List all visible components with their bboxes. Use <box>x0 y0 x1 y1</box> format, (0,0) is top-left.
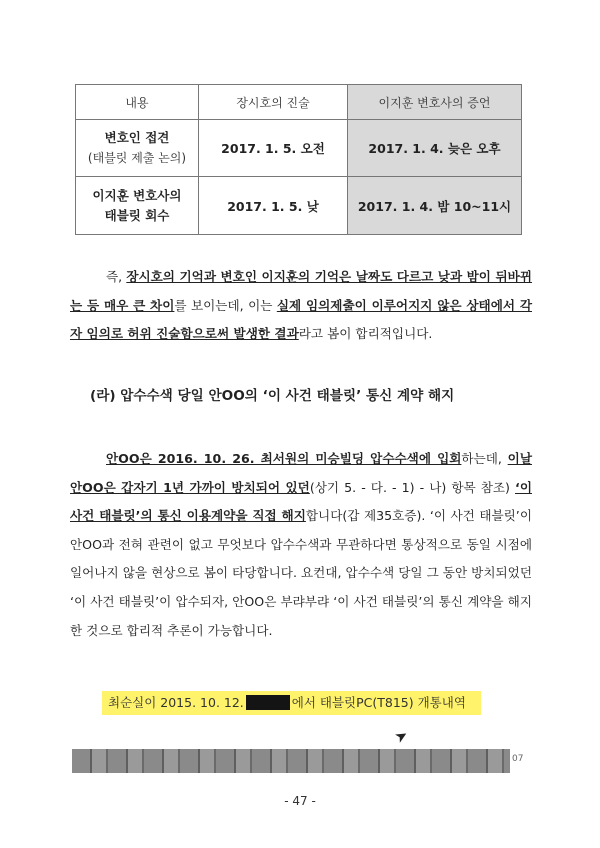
redaction-box <box>246 695 290 710</box>
header-jang-statement: 장시호의 진술 <box>199 85 348 120</box>
header-content: 내용 <box>76 85 199 120</box>
paragraph-memory-discrepancy: 즉, 장시호의 기억과 변호인 이지훈의 기억은 날짜도 다르고 낮과 밤이 뒤바뀌는 등 매우 큰 차이를 보이는데, 이는 실제 임의제출이 이루어지지 않은 상태에서 각자 임의로 허위 진술함으로써 발생한 결과라고 봄이 합리적입니다. <box>70 269 532 341</box>
emphasis-contract-cancel: ‘이 사건 태블릿’의 통신 이용계약을 직접 해지 <box>70 479 532 524</box>
jang-value: 2017. 1. 5. 낮 <box>199 177 348 235</box>
table-row <box>76 177 522 235</box>
record-screenshot-strip <box>72 749 510 773</box>
jang-value: 2017. 1. 5. 오전 <box>199 120 348 177</box>
header-lee-testimony: 이지훈 변호사의 증언 <box>348 85 522 120</box>
arrow-icon: ➤ <box>391 725 412 747</box>
row-label <box>76 177 199 235</box>
row-label <box>76 120 199 177</box>
page-number: - 47 - <box>284 794 316 808</box>
table-header-row <box>76 85 522 120</box>
strip-end-label: 07 <box>512 754 524 764</box>
paragraph-contract-termination: 안OO은 2016. 10. 26. 최서원의 미승빌딩 압수수색에 입회하는데, 이날 안OO은 갑자기 1년 가까이 방치되어 있던(상기 5. - 다. - 1) - 나) 항목 참조) ‘이 사건 태블릿’의 통신 이용계약을 직접 해지합니다(갑 제35호증). ‘이 사건 태블릿’이 안OO과 전혀 관련이 없고 무엇보다 압수수색과 무관하다면 통상적으로 동일 시점에 일어나지 않을 현상으로 봄이 타당합니다. 요컨대, 압수수색 당일 그 동안 방치되었던 ‘이 사건 태블릿’이 압수되자, 안OO은 부랴부랴 ‘이 사건 태블릿’의 통신 계약을 해지한 것으로 합리적 추론이 가능합니다. <box>70 451 532 638</box>
emphasis-neglected-year: 이날 안OO은 갑자기 1년 가까이 방치되어 있던 <box>70 451 532 495</box>
section-heading: (라) 압수수색 당일 안OO의 ‘이 사건 태블릿’ 통신 계약 해지 <box>90 388 455 404</box>
emphasis-false-statement: 실제 임의제출이 이루어지지 않은 상태에서 각자 임의로 허위 진술함으로써 발생한 결과 <box>70 297 532 341</box>
lee-value: 2017. 1. 4. 밤 10~11시 <box>348 177 522 235</box>
row-label-main: 변호인 접견 <box>104 130 170 145</box>
lee-value: 2017. 1. 4. 늦은 오후 <box>348 120 522 177</box>
emphasis-memory-difference: 장시호의 기억과 변호인 이지훈의 기억은 날짜도 다르고 낮과 밤이 뒤바뀌는 등 매우 큰 차이 <box>70 269 532 313</box>
emphasis-search-attendance: 안OO은 2016. 10. 26. 최서원의 미승빌딩 압수수색에 입회 <box>106 451 462 466</box>
row-label-sub: (태블릿 제출 논의) <box>87 151 187 165</box>
row-label-main: 이지훈 변호사의 <box>92 187 182 203</box>
testimony-comparison-table <box>75 84 522 235</box>
table-row <box>76 120 522 177</box>
figure-caption: 최순실이 2015. 10. 12. 에서 태블릿PC(T815) 개통내역 <box>102 691 481 715</box>
row-label-sub: 태블릿 회수 <box>104 207 170 223</box>
